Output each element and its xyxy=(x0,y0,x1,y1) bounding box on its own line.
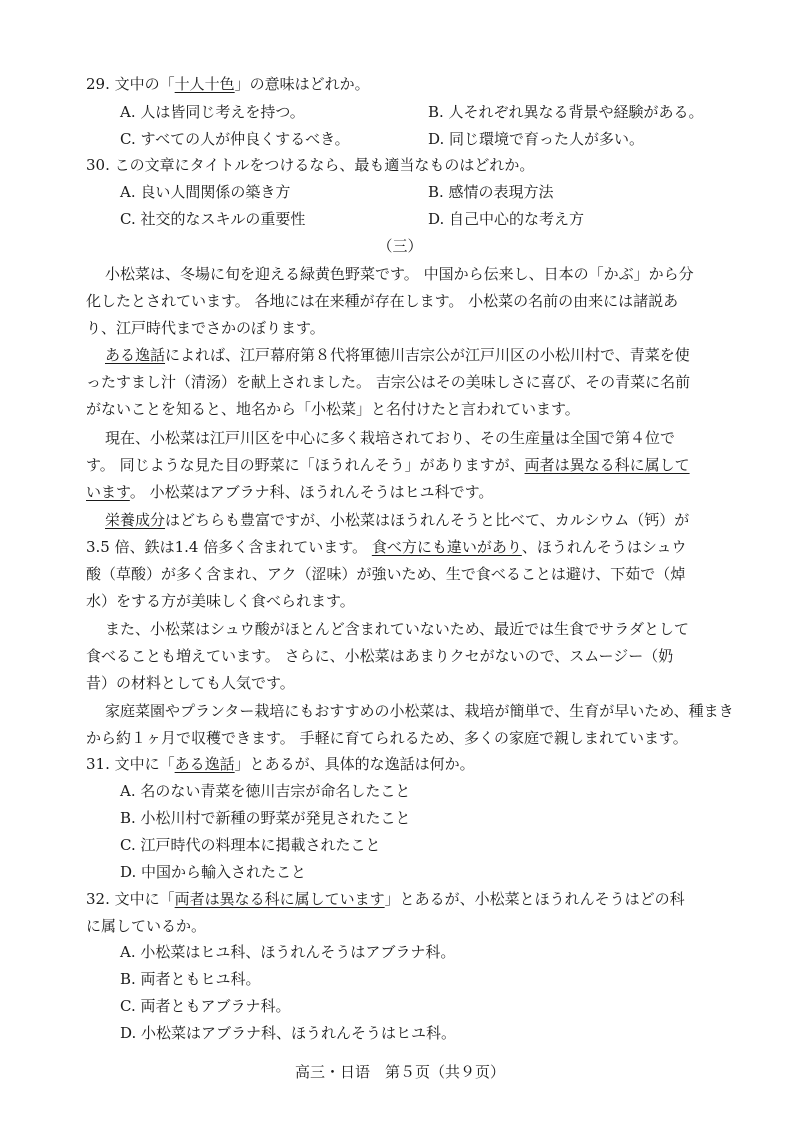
question-29-term: 十人十色 xyxy=(174,75,235,93)
passage-p5-line1: また、小松菜はシュウ酸がほとんど含まれていないため、最近では生食でサラダとして xyxy=(105,620,689,638)
q31-option-c: C. 江戸時代の料理本に掲載されたこと xyxy=(120,836,381,854)
passage-p6-line1: 家庭菜園やプランター栽培にもおすすめの小松菜は、栽培が簡単で、生育が早いため、種まき xyxy=(105,702,734,720)
passage-p2-line3: がないことを知ると、地名から「小松菜」と名付けたと言われています。 xyxy=(86,400,580,418)
eating-underline: 食べ方にも違いがあり xyxy=(371,538,522,556)
q30-option-d: D. 自己中心的な考え方 xyxy=(428,210,585,228)
question-32-pre: 32. 文中に「 xyxy=(86,890,175,908)
passage-p2-line2: ったすまし汁（清汤）を献上されました。 吉宗公はその美味しさに喜び、その青菜に名前 xyxy=(86,373,691,391)
q29-option-d: D. 同じ環境で育った人が多い。 xyxy=(428,130,645,148)
q32-option-b: B. 両者ともヒユ科。 xyxy=(120,970,261,988)
passage-p6-line2: から約１ヶ月で収穫できます。 手軽に育てられるため、多くの家庭で親しまれています。 xyxy=(86,729,688,747)
passage-p5-line3: 昔）の材料としても人気です。 xyxy=(86,674,295,692)
question-31-post: 」とあるが、具体的な逸話は何か。 xyxy=(234,755,475,773)
passage-p4-line2-post: 、ほうれんそうはシュウ xyxy=(521,538,687,556)
passage-p4-line1-rest: はどちらも豊富ですが、小松菜はほうれんそうと比べて、カルシウム（钙）が xyxy=(165,511,690,529)
section-heading: （三） xyxy=(377,237,423,255)
q29-option-b: B. 人それぞれ異なる背景や経験がある。 xyxy=(428,103,704,121)
q32-option-c: C. 両者ともアブラナ科。 xyxy=(120,997,291,1015)
passage-p4-line2-pre: 3.5 倍、鉄は1.4 倍多く含まれています。 xyxy=(86,538,372,556)
q30-option-c: C. 社交的なスキルの重要性 xyxy=(120,210,306,228)
passage-p4-line3: 酸（草酸）が多く含まれ、アク（涩味）が強いため、生で食べることは避け、下茹で（焯 xyxy=(86,565,686,583)
q30-option-b: B. 感情の表現方法 xyxy=(428,183,554,201)
question-31-pre: 31. 文中に「 xyxy=(86,755,175,773)
question-32 xyxy=(86,889,685,909)
q32-option-a: A. 小松菜はヒユ科、ほうれんそうはアブラナ科。 xyxy=(120,943,456,961)
question-29 xyxy=(86,74,370,94)
passage-p5-line2: 食べることも増えています。 さらに、小松菜はあまりクセがないので、スムージー（奶 xyxy=(86,647,674,665)
q29-option-c: C. すべての人が仲良くするべき。 xyxy=(120,130,350,148)
page-footer: 高三・日语 第５页（共９页） xyxy=(294,1063,505,1081)
anecdote-underline: ある逸話 xyxy=(105,346,166,364)
passage-p3-line3 xyxy=(86,482,493,502)
question-32-term: 両者は異なる科に属しています xyxy=(174,890,385,908)
question-29-post: 」の意味はどれか。 xyxy=(234,75,370,93)
question-30: 30. この文章にタイトルをつけるなら、最も適当なものはどれか。 xyxy=(86,156,535,174)
question-29-number: 29. xyxy=(86,75,110,93)
q32-option-d: D. 小松菜はアブラナ科、ほうれんそうはヒユ科。 xyxy=(120,1024,457,1042)
passage-p3-line2-pre: す。 同じような見た目の野菜に「ほうれんそう」がありますが、 xyxy=(86,456,525,474)
passage-p4-line1 xyxy=(105,510,689,530)
question-32-post: 」とあるが、小松菜とほうれんそうはどの科 xyxy=(384,890,685,908)
q30-option-a: A. 良い人間関係の築き方 xyxy=(120,183,291,201)
q31-option-d: D. 中国から輸入されたこと xyxy=(120,863,307,881)
question-29-pre: 文中の「 xyxy=(114,75,175,93)
passage-p3-line1: 現在、小松菜は江戸川区を中心に多く栽培されており、その生産量は全国で第４位で xyxy=(105,429,676,447)
passage-p3-line2 xyxy=(86,455,690,475)
q31-option-b: B. 小松川村で新種の野菜が発見されたこと xyxy=(120,809,411,827)
q29-option-a: A. 人は皆同じ考えを持つ。 xyxy=(120,103,305,121)
passage-p1-line2: 化したとされています。 各地には在来種が存在します。 小松菜の名前の由来には諸説あ xyxy=(86,292,679,310)
passage-p1-line1: 小松菜は、冬場に旬を迎える緑黄色野菜です。 中国から伝来し、日本の「かぶ」から分 xyxy=(105,265,694,283)
question-32-line2: に属しているか。 xyxy=(86,917,207,935)
passage-p2-line1-rest: によれば、江戸幕府第８代将軍徳川吉宗公が江戸川区の小松川村で、青菜を使 xyxy=(165,346,690,364)
question-31 xyxy=(86,754,475,774)
passage-p2-line1 xyxy=(105,345,690,365)
question-31-term: ある逸話 xyxy=(174,755,235,773)
passage-p3-line3-rest: 。 小松菜はアブラナ科、ほうれんそうはヒユ科です。 xyxy=(129,483,494,501)
nutrition-underline: 栄養成分 xyxy=(105,511,166,529)
passage-p4-line2 xyxy=(86,537,687,557)
passage-p4-line4: 水）をする方が美味しく食べられます。 xyxy=(86,592,355,610)
both-underline-cont: います xyxy=(86,483,130,501)
q31-option-a: A. 名のない青菜を徳川吉宗が命名したこと xyxy=(120,782,411,800)
both-underline: 両者は異なる科に属して xyxy=(524,456,690,474)
passage-p1-line3: り、江戸時代までさかのぼります。 xyxy=(86,319,325,337)
